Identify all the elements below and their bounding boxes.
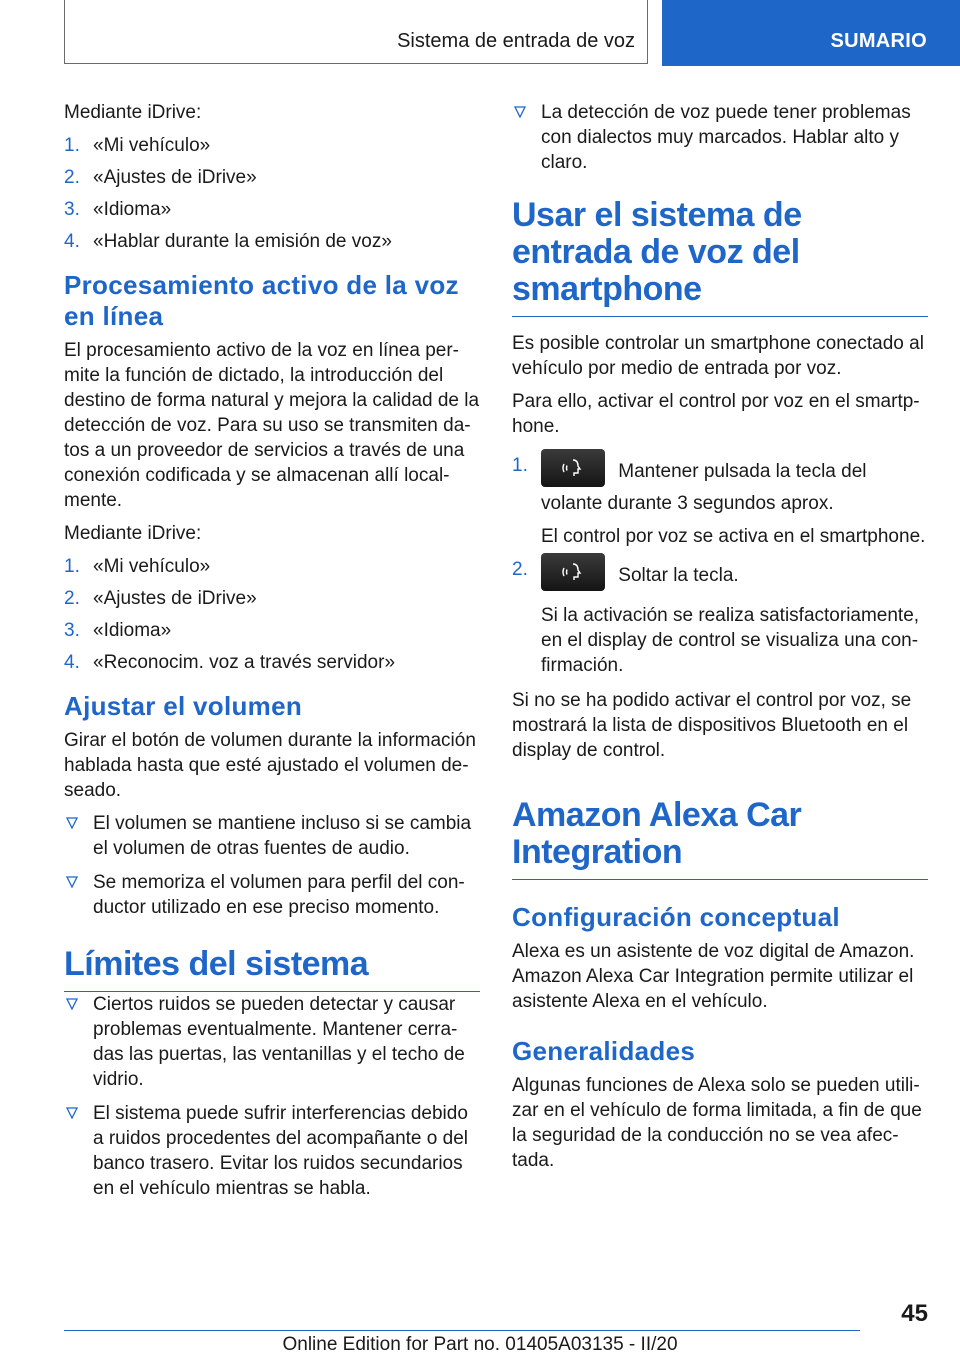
step-text: «Mi vehículo» — [93, 556, 211, 577]
bullet-text: La detección de voz puede tener problemas con dialectos muy marcados. Hablar alto y claro. — [541, 102, 911, 173]
paragraph: Mediante iDrive: — [64, 523, 202, 544]
paragraph: Girar el botón de volumen durante la información hablada hasta que esté ajustado el volumen de-seado. — [64, 730, 476, 801]
step-number: 3. — [64, 620, 80, 641]
bullet-text: El volumen se mantiene incluso si se cambia el volumen de otras fuentes de audio. — [93, 813, 472, 859]
step-number: 1. — [512, 455, 528, 476]
list-item — [64, 165, 480, 190]
paragraph: Algunas funciones de Alexa solo se pueden utili-zar en el vehículo de forma limitada, a fin de que la seguridad de la conducción no se vea afec-tada. — [512, 1075, 922, 1171]
list-item — [512, 453, 928, 549]
triangle-bullet-icon — [66, 817, 78, 829]
paragraph: Si no se ha podido activar el control por voz, se mostrará la lista de dispositivos Bluetooth en el display de control. — [512, 690, 912, 761]
list-item — [64, 133, 480, 158]
step-number: 2. — [64, 167, 80, 188]
step-text: «Idioma» — [93, 199, 172, 220]
step-note: El control por voz se activa en el smartphone. — [541, 526, 926, 547]
step-text: «Hablar durante la emisión de voz» — [93, 231, 392, 252]
page-number: 45 — [901, 1300, 928, 1327]
bullet-text: El sistema puede sufrir interferencias debido a ruidos procedentes del acompañante o del banco trasero. Evitar los ruidos secundarios en el vehículo mientras se habla. — [93, 1103, 468, 1199]
list-item — [64, 554, 480, 579]
list-item — [64, 870, 480, 920]
step-text: «Idioma» — [93, 620, 172, 641]
step-note: Si la activación se realiza satisfactoriamente, en el display de control se visualiza una con-firmación. — [541, 605, 920, 676]
step-text: Soltar la tecla. — [618, 565, 739, 587]
paragraph: El procesamiento activo de la voz en línea per-mite la función de dictado, la introducción del destino de forma natural y mejora la calidad de la detección de voz. Para su uso se transmiten da-tos a un proveedor de servicios a través de una conexión codificada y se almacenan allí local-mente. — [64, 340, 480, 511]
bullet-list — [512, 100, 928, 175]
list-item — [64, 197, 480, 222]
list-item — [64, 1101, 480, 1201]
section-heading: Generalidades — [512, 1036, 696, 1066]
bullet-list — [64, 811, 480, 920]
step-number: 4. — [64, 652, 80, 673]
right-column — [512, 100, 928, 1181]
step-number: 1. — [64, 556, 80, 577]
sumario-label: SUMARIO — [830, 30, 927, 52]
step-list — [64, 133, 480, 254]
triangle-bullet-icon — [66, 876, 78, 888]
paragraph: Para ello, activar el control por voz en el smartp-hone. — [512, 391, 920, 437]
voice-command-key-icon — [561, 458, 585, 478]
footer-divider — [64, 1330, 860, 1331]
list-item — [512, 557, 928, 678]
bullet-list — [64, 992, 480, 1201]
voice-command-key-icon — [561, 562, 585, 582]
list-item — [64, 229, 480, 254]
sumario-button[interactable] — [662, 0, 960, 66]
bullet-text: Se memoriza el volumen para perfil del con-ductor utilizado en ese preciso momento. — [93, 872, 465, 918]
list-item — [64, 811, 480, 861]
list-item — [64, 992, 480, 1092]
step-text: Mantener pulsada la tecla del volante durante 3 segundos aprox. — [541, 461, 867, 514]
chapter-heading: Usar el sistema de entrada de voz del smartphone — [512, 197, 928, 317]
step-text: «Ajustes de iDrive» — [93, 588, 257, 609]
voice-command-key — [541, 553, 605, 591]
step-number: 1. — [64, 135, 80, 156]
step-number: 2. — [64, 588, 80, 609]
section-heading: Procesamiento activo de la voz en línea — [64, 270, 459, 331]
chapter-heading: Amazon Alexa Car Integration — [512, 797, 928, 880]
list-item — [64, 618, 480, 643]
step-text: «Reconocim. voz a través servidor» — [93, 652, 396, 673]
list-item — [64, 650, 480, 675]
paragraph: Es posible controlar un smartphone conectado al vehículo por medio de entrada por voz. — [512, 333, 924, 379]
step-text: «Mi vehículo» — [93, 135, 211, 156]
chapter-heading: Límites del sistema — [64, 946, 480, 992]
triangle-bullet-icon — [66, 998, 78, 1010]
chapter-title: Sistema de entrada de voz — [397, 30, 635, 52]
left-column — [64, 100, 480, 1211]
bullet-text: Ciertos ruidos se pueden detectar y causar problemas eventualmente. Mantener cerra-das las puertas, las ventanillas y el techo de vidrio. — [93, 994, 465, 1090]
list-item — [64, 586, 480, 611]
paragraph: Alexa es un asistente de voz digital de Amazon. Amazon Alexa Car Integration permite utilizar el asistente Alexa en el vehículo. — [512, 941, 915, 1012]
step-list — [512, 453, 928, 678]
triangle-bullet-icon — [66, 1107, 78, 1119]
step-number: 3. — [64, 199, 80, 220]
section-heading: Ajustar el volumen — [64, 691, 303, 721]
triangle-bullet-icon — [514, 106, 526, 118]
section-heading: Configuración conceptual — [512, 902, 840, 932]
step-text: «Ajustes de iDrive» — [93, 167, 257, 188]
paragraph: Mediante iDrive: — [64, 102, 202, 123]
voice-command-key — [541, 449, 605, 487]
step-number: 4. — [64, 231, 80, 252]
edition-footer: Online Edition for Part no. 01405A03135 - II/20 — [282, 1334, 678, 1355]
list-item — [512, 100, 928, 175]
page-header — [0, 0, 960, 66]
step-number: 2. — [512, 559, 528, 580]
header-tab — [64, 0, 648, 64]
step-list — [64, 554, 480, 675]
